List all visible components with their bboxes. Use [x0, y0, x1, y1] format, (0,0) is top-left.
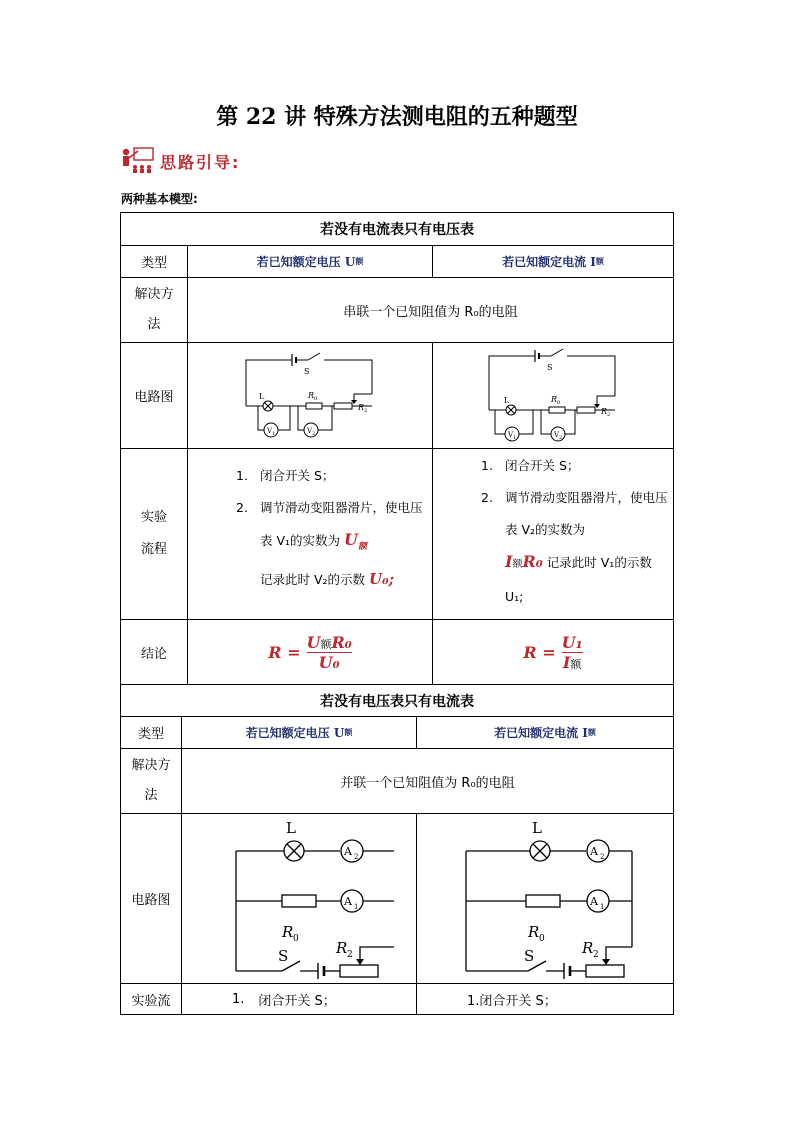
- svg-text:2: 2: [607, 411, 611, 418]
- svg-text:L: L: [286, 818, 296, 837]
- section2-col-a: 若已知额定电压 U 额: [181, 716, 417, 749]
- svg-text:A: A: [590, 844, 598, 858]
- section2-circuit-b-cell: [416, 813, 674, 984]
- svg-text:0: 0: [539, 933, 545, 944]
- section2-col-b: 若已知额定电流 I 额: [416, 716, 674, 749]
- u-rated-symbol: $U_额$: [344, 530, 367, 553]
- svg-text:V: V: [307, 426, 313, 435]
- svg-text:R: R: [308, 390, 315, 400]
- svg-text:V: V: [508, 430, 514, 439]
- section1-col-b: 若已知额定电流 I 额: [432, 245, 674, 278]
- parallel-circuit-a-diagram: [204, 819, 394, 979]
- svg-text:R: R: [358, 402, 365, 412]
- u0-symbol: U₀;: [369, 570, 395, 589]
- section2-process-b-cell: 1.闭合开关 S；: [416, 983, 674, 1015]
- svg-text:1: 1: [272, 430, 276, 437]
- section1-circuit-a-cell: [187, 342, 433, 449]
- step-item: 2. 调节滑动变阻器滑片，使电压表 V₁的实数为 $U_额$ 记录此时 V₂的示数 U₀;: [236, 500, 423, 589]
- svg-text:V: V: [267, 426, 273, 435]
- series-circuit-a-diagram: [240, 348, 380, 444]
- step-item: 1. 闭合开关 S；: [236, 468, 335, 483]
- svg-text:2: 2: [312, 430, 316, 437]
- teacher-icon: [120, 147, 154, 175]
- svg-text:R: R: [528, 922, 540, 941]
- section2-circuit-a-cell: [181, 813, 417, 984]
- svg-text:0: 0: [557, 399, 561, 406]
- svg-text:L: L: [532, 818, 542, 837]
- svg-text:S: S: [547, 362, 553, 372]
- guide-label: 思路引导:: [160, 152, 241, 172]
- subheading: 两种基本模型:: [121, 192, 198, 206]
- svg-text:L: L: [259, 391, 265, 401]
- svg-text:A: A: [590, 894, 598, 908]
- section2-circuit-label: 电路图: [120, 813, 182, 984]
- svg-text:R: R: [601, 406, 608, 416]
- section1-conclusion-label: 结论: [120, 619, 188, 685]
- section1-process-b: [481, 450, 669, 613]
- svg-text:1: 1: [600, 902, 605, 911]
- svg-text:2: 2: [593, 949, 599, 960]
- svg-text:1: 1: [513, 434, 517, 441]
- page-title: 第 22 讲 特殊方法测电阻的五种题型: [216, 104, 578, 130]
- svg-text:2: 2: [559, 434, 563, 441]
- svg-text:2: 2: [347, 949, 353, 960]
- section2-header: 若没有电压表只有电流表: [120, 684, 674, 717]
- section1-process-label: 实验流程: [120, 448, 188, 620]
- svg-text:2: 2: [600, 852, 605, 861]
- guide-heading: [120, 146, 240, 176]
- formula-a: R = $\frac{\text{U额R₀}}{\text{U₀}}$: [268, 632, 352, 672]
- section1-process-a: [236, 460, 426, 596]
- svg-text:S: S: [304, 366, 310, 376]
- svg-text:0: 0: [314, 395, 318, 402]
- section2-solution: 并联一个已知阻值为 R₀的电阻: [181, 748, 674, 814]
- section1-circuit-label: 电路图: [120, 342, 188, 449]
- svg-text:2: 2: [364, 407, 368, 414]
- svg-text:R: R: [336, 938, 348, 957]
- section2-type-label: 类型: [120, 716, 182, 749]
- svg-text:2: 2: [354, 852, 359, 861]
- section2-process-a-cell: 1. 闭合开关 S；: [181, 983, 417, 1015]
- svg-text:R: R: [582, 938, 594, 957]
- section1-solution: 串联一个已知阻值为 R₀的电阻: [187, 277, 674, 343]
- svg-text:1: 1: [354, 902, 359, 911]
- series-circuit-b-diagram: [483, 348, 623, 444]
- svg-text:S: S: [524, 946, 535, 965]
- svg-text:R: R: [551, 394, 558, 404]
- parallel-circuit-b-diagram: [450, 819, 640, 979]
- section2-process-label: 实验流: [120, 983, 182, 1015]
- section1-conclusion-b: [432, 619, 674, 685]
- section1-circuit-b-cell: [432, 342, 674, 449]
- svg-text:A: A: [344, 844, 352, 858]
- formula-b: R = $\frac{\text{U₁}}{\text{I额}}$: [523, 632, 583, 672]
- section1-col-a: 若已知额定电压 U 额: [187, 245, 433, 278]
- svg-text:V: V: [554, 430, 560, 439]
- section1-conclusion-a: [187, 619, 433, 685]
- svg-text:R: R: [282, 922, 294, 941]
- section1-header: 若没有电流表只有电压表: [120, 212, 674, 246]
- svg-text:L: L: [504, 395, 510, 405]
- step-item: 1. 闭合开关 S；: [481, 458, 580, 473]
- section1-solution-label: 解决方法: [120, 277, 188, 343]
- section1-type-label: 类型: [120, 245, 188, 278]
- i-rated-r0-symbol: I额R₀: [505, 552, 543, 571]
- svg-text:S: S: [278, 946, 289, 965]
- svg-text:A: A: [344, 894, 352, 908]
- svg-text:0: 0: [293, 933, 299, 944]
- step-item: 2. 调节滑动变阻器滑片，使电压表 V₂的实数为 I额R₀ 记录此时 V₁的示数 U₁;: [481, 490, 668, 604]
- section2-solution-label: 解决方法: [120, 748, 182, 814]
